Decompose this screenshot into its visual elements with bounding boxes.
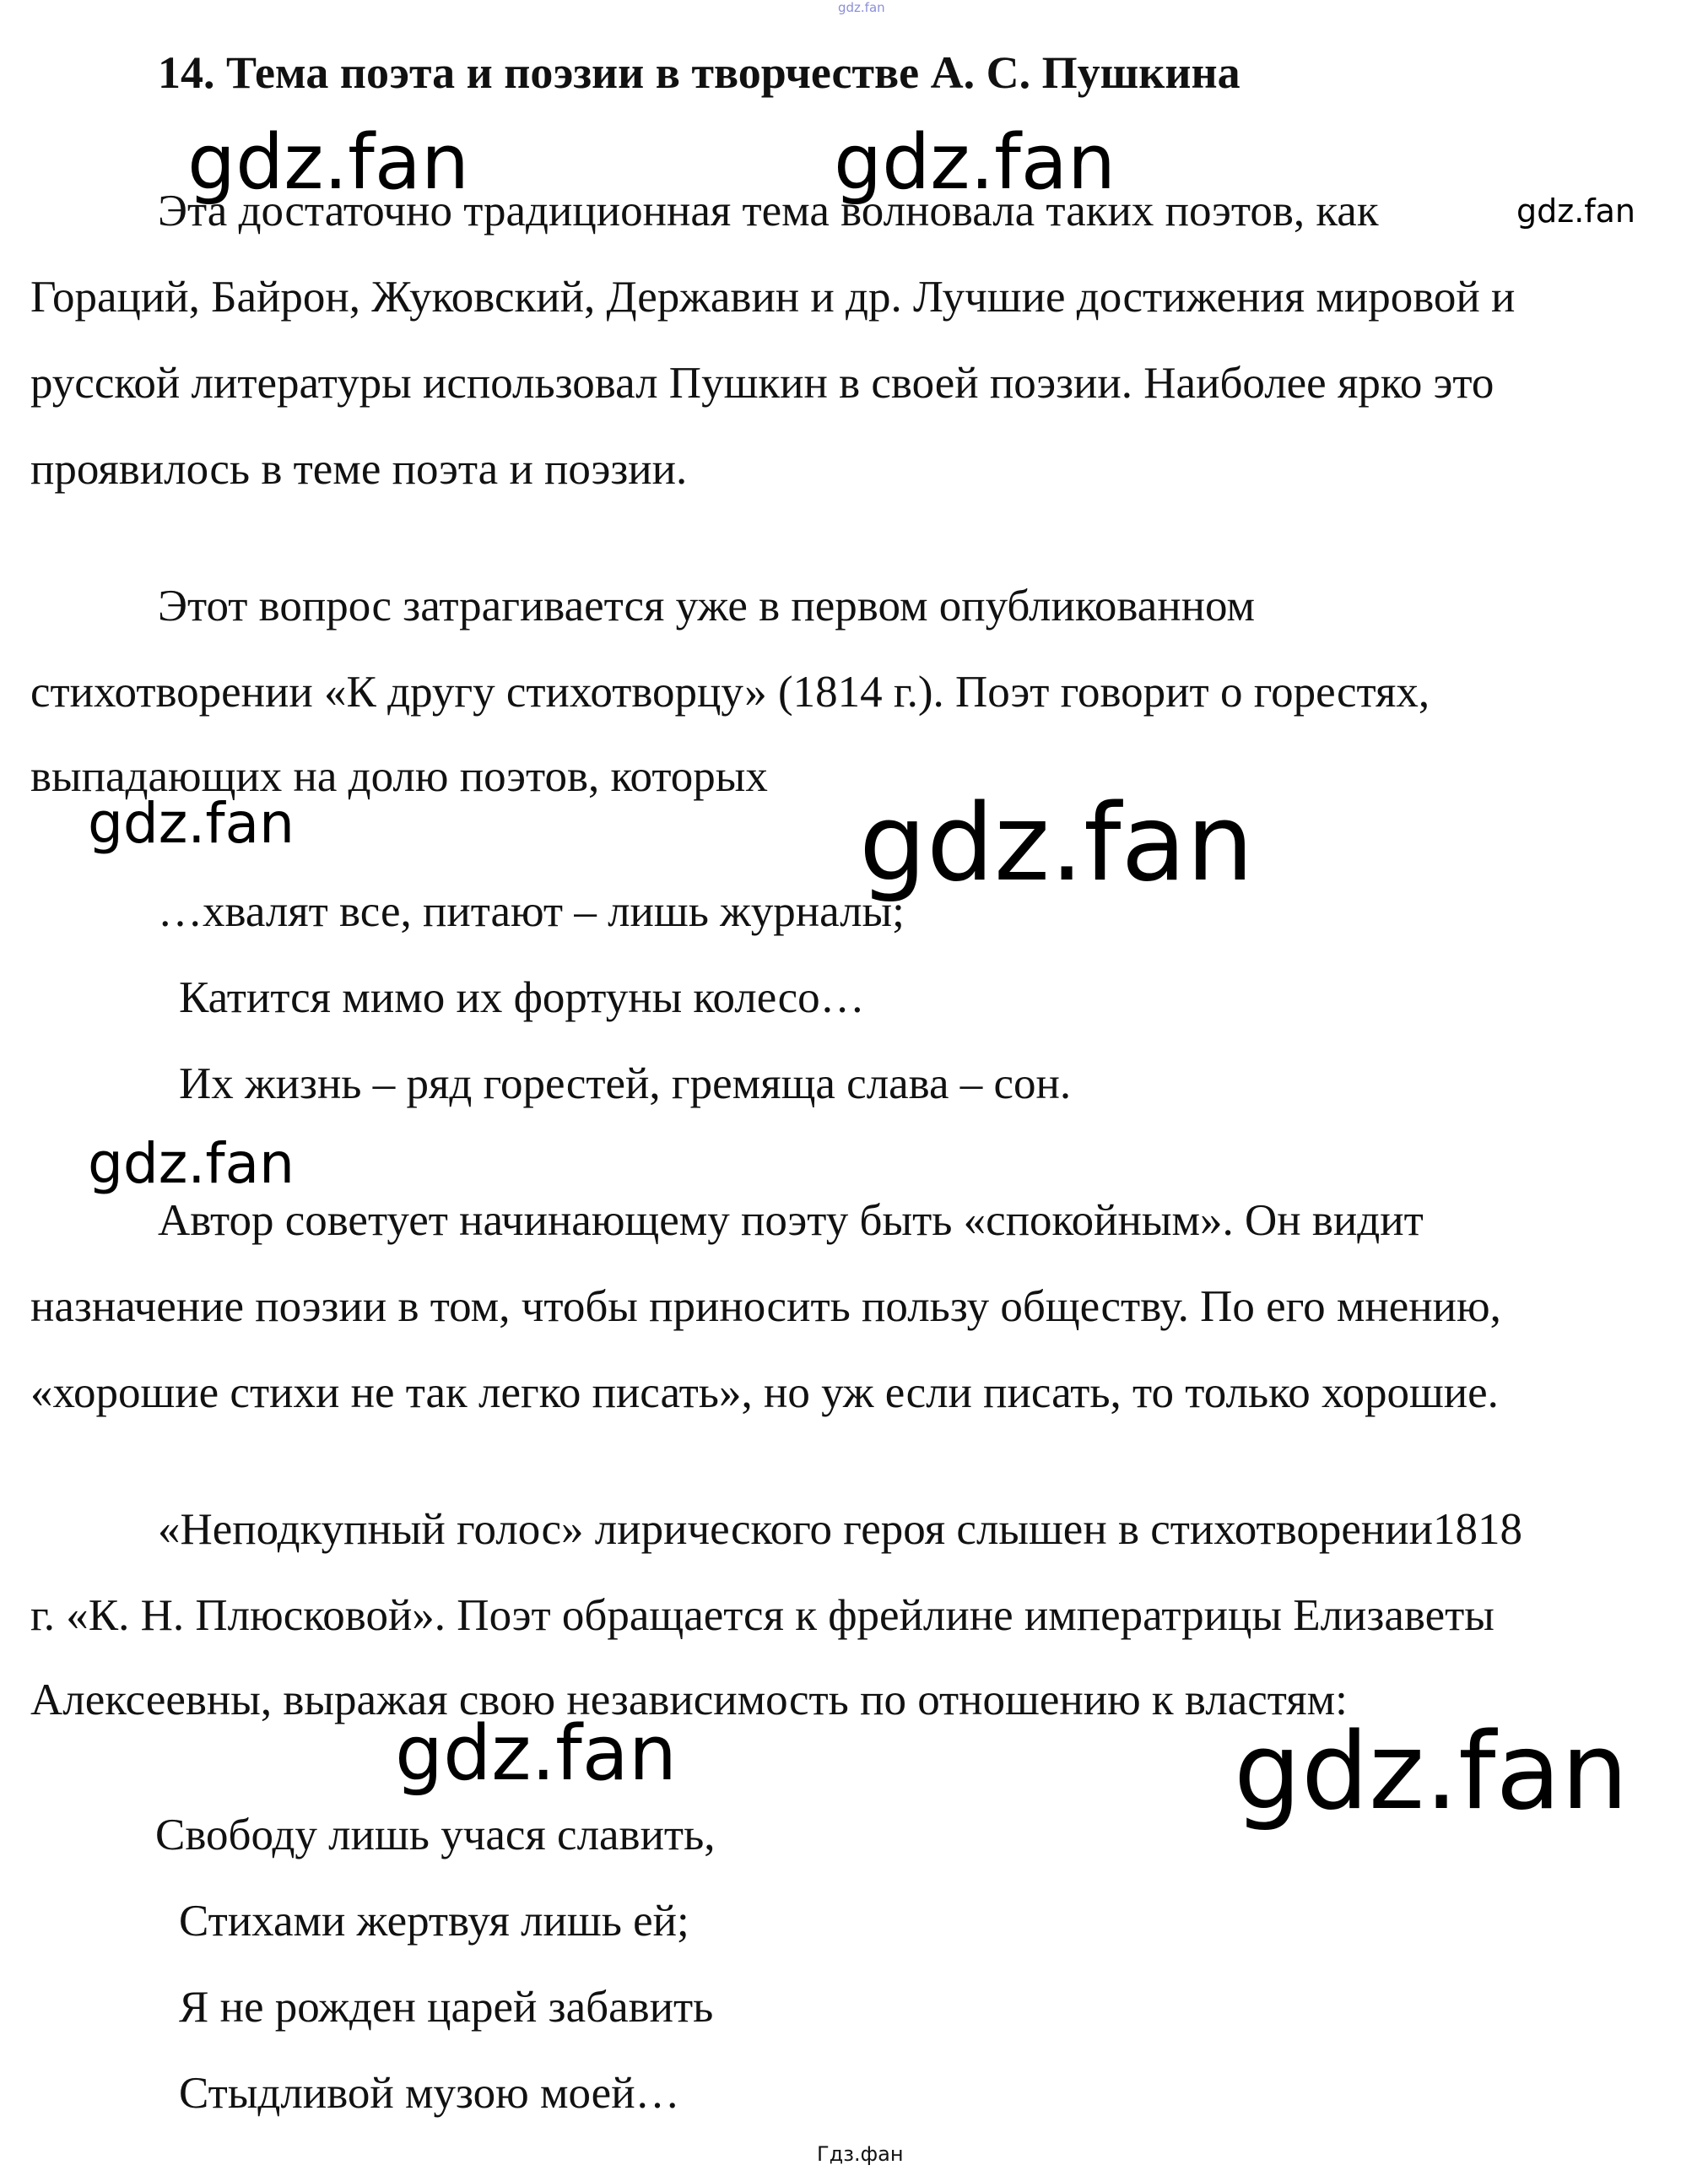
- verse-line: Их жизнь – ряд горестей, гремяща слава – сон.: [179, 1059, 1072, 1108]
- paragraph-line: Эта достаточно традиционная тема волновала таких поэтов, как: [158, 187, 1379, 235]
- verse-line: Я не рожден царей забавить: [179, 1983, 714, 2032]
- paragraph-line: Гораций, Байрон, Жуковский, Державин и др. Лучшие достижения мировой и: [30, 273, 1516, 322]
- top-watermark: gdz.fan: [838, 0, 885, 15]
- verse-line: …хвалят все, питают – лишь журналы;: [158, 887, 905, 936]
- watermark: gdz.fan: [88, 1131, 295, 1196]
- watermark: gdz.fan: [834, 118, 1116, 207]
- watermark: gdz.fan: [859, 781, 1254, 905]
- paragraph-line: Алексеевны, выражая свою независимость по отношению к властям:: [30, 1675, 1348, 1724]
- paragraph-line: русской литературы использовал Пушкин в своей поэзии. Наиболее ярко это: [30, 359, 1494, 408]
- watermark: gdz.fan: [88, 791, 295, 856]
- watermark: gdz.fan: [395, 1709, 677, 1798]
- paragraph-line: г. «К. Н. Плюсковой». Поэт обращается к фрейлине императрицы Елизаветы: [30, 1591, 1494, 1640]
- watermark: gdz.fan: [1234, 1709, 1629, 1833]
- verse-line: Стыдливой музою моей…: [179, 2069, 680, 2118]
- verse-line: Катится мимо их фортуны колесо…: [179, 973, 865, 1022]
- watermark: gdz.fan: [1516, 192, 1636, 230]
- bottom-watermark: Гдз.фан: [817, 2142, 904, 2166]
- paragraph-line: «Неподкупный голос» лирического героя слышен в стихотворении1818: [158, 1505, 1522, 1554]
- paragraph-line: выпадающих на долю поэтов, которых: [30, 752, 768, 801]
- paragraph-line: назначение поэзии в том, чтобы приносить пользу обществу. По его мнению,: [30, 1282, 1501, 1331]
- paragraph-line: стихотворении «К другу стихотворцу» (1814 г.). Поэт говорит о горестях,: [30, 668, 1430, 717]
- document-title: 14. Тема поэта и поэзии в творчестве А. С. Пушкина: [158, 47, 1240, 98]
- paragraph-line: «хорошие стихи не так легко писать», но уж если писать, то только хорошие.: [30, 1368, 1499, 1417]
- paragraph-line: Этот вопрос затрагивается уже в первом опубликованном: [158, 582, 1256, 631]
- verse-line: Свободу лишь учася славить,: [155, 1811, 716, 1859]
- verse-line: Стихами жертвуя лишь ей;: [179, 1897, 689, 1946]
- paragraph-line: проявилось в теме поэта и поэзии.: [30, 445, 688, 494]
- watermark: gdz.fan: [187, 118, 469, 207]
- paragraph-line: Автор советует начинающему поэту быть «спокойным». Он видит: [158, 1196, 1424, 1245]
